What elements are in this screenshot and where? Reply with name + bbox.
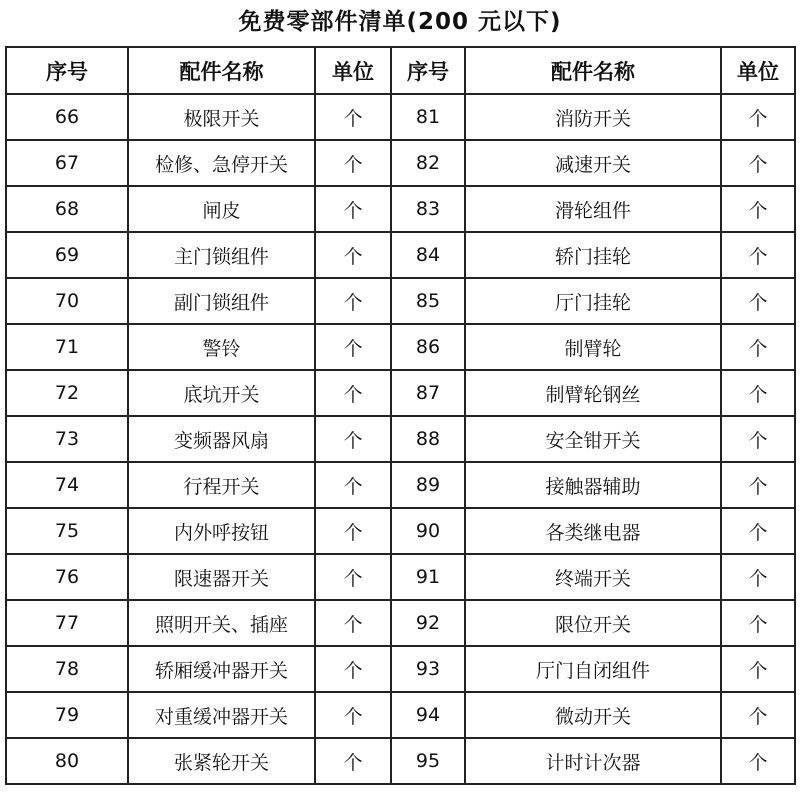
table-row	[6, 692, 795, 738]
left-part-name-cell: 变频器风扇	[128, 416, 315, 462]
left-number-cell: 66	[6, 94, 128, 140]
left-unit-cell: 个	[315, 232, 391, 278]
left-part-name-cell: 极限开关	[128, 94, 315, 140]
left-number-cell: 77	[6, 600, 128, 646]
right-part-name-cell: 滑轮组件	[465, 186, 721, 232]
right-part-name-cell: 微动开关	[465, 692, 721, 738]
left-part-name-cell: 底坑开关	[128, 370, 315, 416]
right-number-cell: 89	[391, 462, 465, 508]
table-row	[6, 232, 795, 278]
left-number-cell: 72	[6, 370, 128, 416]
right-part-name-cell: 制臂轮钢丝	[465, 370, 721, 416]
right-number-cell: 85	[391, 278, 465, 324]
table-row	[6, 186, 795, 232]
left-unit-cell: 个	[315, 508, 391, 554]
left-part-name-cell: 闸皮	[128, 186, 315, 232]
right-unit-cell: 个	[721, 692, 795, 738]
left-unit-cell: 个	[315, 370, 391, 416]
right-unit-cell: 个	[721, 554, 795, 600]
left-number-cell: 68	[6, 186, 128, 232]
right-unit-cell: 个	[721, 324, 795, 370]
left-part-name-cell: 内外呼按钮	[128, 508, 315, 554]
right-number-cell: 95	[391, 738, 465, 784]
left-number-cell: 69	[6, 232, 128, 278]
left-part-name-cell: 限速器开关	[128, 554, 315, 600]
table-row	[6, 94, 795, 140]
left-part-name-cell: 张紧轮开关	[128, 738, 315, 784]
left-unit-cell: 个	[315, 416, 391, 462]
left-unit-cell: 个	[315, 738, 391, 784]
table-row	[6, 646, 795, 692]
right-unit-cell: 个	[721, 140, 795, 186]
right-unit-cell: 个	[721, 278, 795, 324]
right-number-cell: 92	[391, 600, 465, 646]
table-body	[6, 94, 795, 784]
table-row	[6, 278, 795, 324]
left-part-name-cell: 检修、急停开关	[128, 140, 315, 186]
left-unit-cell: 个	[315, 692, 391, 738]
table-row	[6, 370, 795, 416]
table-row	[6, 140, 795, 186]
right-number-cell: 93	[391, 646, 465, 692]
right-number-cell: 88	[391, 416, 465, 462]
right-number-cell: 81	[391, 94, 465, 140]
right-unit-cell: 个	[721, 738, 795, 784]
header-right-number: 序号	[391, 47, 465, 94]
left-number-cell: 79	[6, 692, 128, 738]
left-number-cell: 80	[6, 738, 128, 784]
left-number-cell: 71	[6, 324, 128, 370]
left-part-name-cell: 对重缓冲器开关	[128, 692, 315, 738]
left-number-cell: 70	[6, 278, 128, 324]
parts-table	[5, 46, 796, 785]
right-part-name-cell: 减速开关	[465, 140, 721, 186]
header-left-part-name: 配件名称	[128, 47, 315, 94]
right-part-name-cell: 各类继电器	[465, 508, 721, 554]
left-part-name-cell: 照明开关、插座	[128, 600, 315, 646]
right-part-name-cell: 计时计次器	[465, 738, 721, 784]
right-number-cell: 90	[391, 508, 465, 554]
left-part-name-cell: 主门锁组件	[128, 232, 315, 278]
left-unit-cell: 个	[315, 140, 391, 186]
right-unit-cell: 个	[721, 462, 795, 508]
right-part-name-cell: 制臂轮	[465, 324, 721, 370]
right-unit-cell: 个	[721, 370, 795, 416]
left-part-name-cell: 轿厢缓冲器开关	[128, 646, 315, 692]
right-number-cell: 83	[391, 186, 465, 232]
left-number-cell: 67	[6, 140, 128, 186]
left-unit-cell: 个	[315, 186, 391, 232]
table-row	[6, 324, 795, 370]
left-unit-cell: 个	[315, 278, 391, 324]
right-unit-cell: 个	[721, 416, 795, 462]
right-part-name-cell: 接触器辅助	[465, 462, 721, 508]
table-row	[6, 462, 795, 508]
document-title: 免费零部件清单(200 元以下)	[238, 9, 562, 35]
right-number-cell: 87	[391, 370, 465, 416]
left-number-cell: 74	[6, 462, 128, 508]
table-row	[6, 554, 795, 600]
right-part-name-cell: 安全钳开关	[465, 416, 721, 462]
left-number-cell: 73	[6, 416, 128, 462]
right-unit-cell: 个	[721, 186, 795, 232]
right-part-name-cell: 厅门挂轮	[465, 278, 721, 324]
header-right-part-name: 配件名称	[465, 47, 721, 94]
right-unit-cell: 个	[721, 508, 795, 554]
left-part-name-cell: 行程开关	[128, 462, 315, 508]
left-number-cell: 75	[6, 508, 128, 554]
right-part-name-cell: 厅门自闭组件	[465, 646, 721, 692]
left-unit-cell: 个	[315, 646, 391, 692]
right-unit-cell: 个	[721, 94, 795, 140]
right-unit-cell: 个	[721, 646, 795, 692]
right-part-name-cell: 消防开关	[465, 94, 721, 140]
table-row	[6, 508, 795, 554]
right-part-name-cell: 终端开关	[465, 554, 721, 600]
table-row	[6, 738, 795, 784]
right-number-cell: 82	[391, 140, 465, 186]
right-unit-cell: 个	[721, 600, 795, 646]
left-part-name-cell: 副门锁组件	[128, 278, 315, 324]
left-unit-cell: 个	[315, 600, 391, 646]
header-right-unit: 单位	[721, 47, 795, 94]
table-header-row	[6, 47, 795, 94]
left-part-name-cell: 警铃	[128, 324, 315, 370]
right-part-name-cell: 轿门挂轮	[465, 232, 721, 278]
header-left-unit: 单位	[315, 47, 391, 94]
left-number-cell: 76	[6, 554, 128, 600]
left-unit-cell: 个	[315, 94, 391, 140]
right-number-cell: 84	[391, 232, 465, 278]
right-number-cell: 91	[391, 554, 465, 600]
left-unit-cell: 个	[315, 554, 391, 600]
left-unit-cell: 个	[315, 462, 391, 508]
right-unit-cell: 个	[721, 232, 795, 278]
left-number-cell: 78	[6, 646, 128, 692]
table-row	[6, 416, 795, 462]
right-part-name-cell: 限位开关	[465, 600, 721, 646]
right-number-cell: 94	[391, 692, 465, 738]
table-row	[6, 600, 795, 646]
header-left-number: 序号	[6, 47, 128, 94]
right-number-cell: 86	[391, 324, 465, 370]
left-unit-cell: 个	[315, 324, 391, 370]
